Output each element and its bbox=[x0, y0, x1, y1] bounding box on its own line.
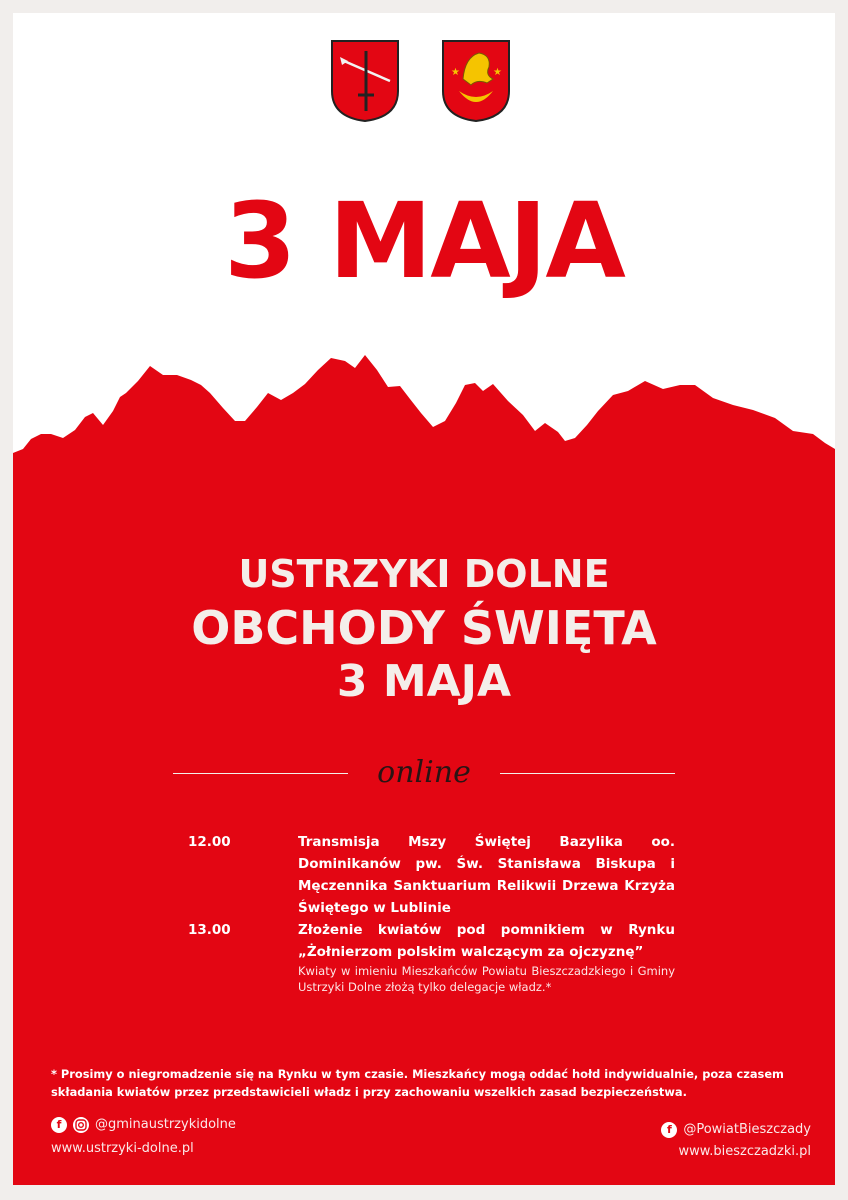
main-title: 3 MAJA bbox=[224, 180, 624, 302]
schedule-time: 12.00 bbox=[188, 834, 231, 850]
facebook-icon[interactable]: f bbox=[661, 1122, 677, 1138]
lion-crescent-coat-of-arms-icon bbox=[441, 39, 511, 123]
gmina-contacts bbox=[51, 1115, 236, 1159]
schedule-time: 13.00 bbox=[188, 922, 231, 938]
poster bbox=[13, 13, 835, 1185]
online-label: online bbox=[377, 755, 471, 790]
divider-line-left bbox=[173, 773, 348, 774]
schedule-item bbox=[188, 919, 675, 995]
event-heading bbox=[13, 547, 835, 709]
schedule-title: Złożenie kwiatów pod pomnikiem w Rynku „Żołnierzom polskim walczącym za ojczyznę” bbox=[298, 922, 675, 960]
gmina-website-link[interactable]: www.ustrzyki-dolne.pl bbox=[51, 1141, 194, 1156]
powiat-website-link[interactable]: www.bieszczadzki.pl bbox=[678, 1144, 811, 1159]
gmina-social-handle[interactable]: @gminaustrzykidolne bbox=[95, 1117, 236, 1132]
heading-line-3: 3 MAJA bbox=[336, 656, 512, 707]
svg-text:★: ★ bbox=[493, 67, 502, 78]
instagram-icon[interactable] bbox=[73, 1117, 89, 1133]
schedule-note: Kwiaty w imieniu Mieszkańców Powiatu Bieszczadzkiego i Gminy Ustrzyki Dolne złożą tylko delegacje władz.* bbox=[298, 964, 675, 994]
svg-text:★: ★ bbox=[451, 67, 460, 78]
schedule bbox=[188, 831, 675, 995]
powiat-social-handle[interactable]: @PowiatBieszczady bbox=[683, 1122, 811, 1137]
heading-line-1: USTRZYKI DOLNE bbox=[238, 552, 610, 596]
schedule-title: Transmisja Mszy Świętej Bazylika oo. Dominikanów pw. Św. Stanisława Biskupa i Męczennika Sanktuarium Relikwii Drzewa Krzyża Świętego w Lublinie bbox=[298, 834, 675, 916]
schedule-item bbox=[188, 831, 675, 919]
footnote: * Prosimy o niegromadzenie się na Rynku w tym czasie. Mieszkańcy mogą oddać hołd indywidualnie, poza czasem składania kwiatów przez przedstawicieli władz i przy zachowaniu wszelkich zasad bezpieczeństwa. bbox=[51, 1067, 784, 1099]
arrow-sword-coat-of-arms-icon bbox=[330, 39, 400, 123]
facebook-icon[interactable]: f bbox=[51, 1117, 67, 1133]
divider-line-right bbox=[500, 773, 675, 774]
heading-line-2: OBCHODY ŚWIĘTA bbox=[191, 601, 657, 655]
online-divider bbox=[173, 751, 675, 795]
powiat-contacts bbox=[661, 1120, 811, 1162]
